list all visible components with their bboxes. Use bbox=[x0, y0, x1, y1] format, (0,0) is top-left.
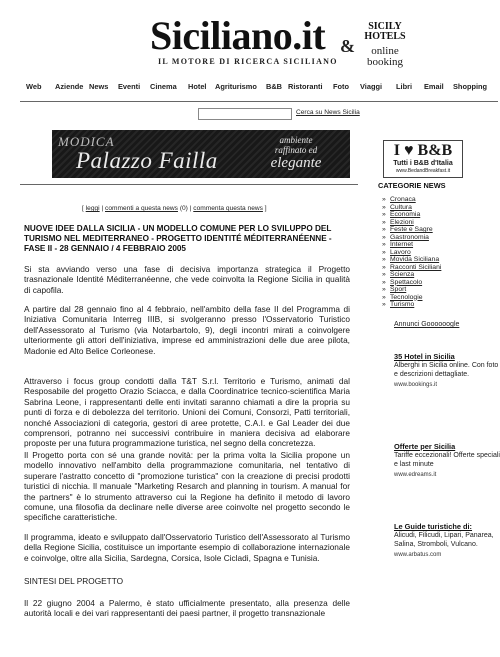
article-title: NUOVE IDEE DALLA SICILIA - UN MODELLO COMUNE PER LO SVILUPPO DEL TURISMO NEL MEDITERRANEO - PROGETTO IDENTITÉ MÉDITERRANÉENNE - FASE II - 28 GENNAIO / 4 FEBBRAIO 2005 bbox=[24, 224, 332, 254]
bullet-icon: » bbox=[382, 211, 386, 218]
article-paragraph: Il 22 giugno 2004 a Palermo, è stato ufficialmente presentato, alla presenza delle autorità locali e dei vari rappresentanti dei paesi partner, il progetto transnazionale bbox=[24, 598, 350, 619]
site-logo[interactable]: Siciliano.it bbox=[150, 13, 326, 58]
category-label: Tecnologie bbox=[390, 293, 423, 301]
category-label: Sport bbox=[390, 286, 407, 293]
nav-item-foto[interactable]: Foto bbox=[333, 82, 350, 91]
comments-link[interactable]: commenti a questa news bbox=[105, 205, 178, 212]
banner-slogan-line: elegante bbox=[270, 155, 322, 171]
i-love-bb-banner[interactable] bbox=[383, 140, 463, 178]
bullet-icon: » bbox=[382, 233, 386, 241]
categories-title: CATEGORIE NEWS bbox=[378, 181, 446, 190]
sicily-hotels-logo-line: SICILY bbox=[368, 21, 402, 32]
nav-item-eventi[interactable]: Eventi bbox=[118, 82, 141, 91]
category-label: Gastronomia bbox=[390, 233, 429, 241]
category-label: Internet bbox=[390, 241, 414, 248]
nav-item-bb[interactable]: B&B bbox=[266, 82, 283, 91]
ad-text: Alicudi, Filicudi, Lipari, Panarea, Salina, Stromboli, Vulcano. bbox=[394, 532, 494, 548]
category-label: Cronaca bbox=[390, 196, 416, 203]
comment-action-link[interactable]: commenta questa news bbox=[193, 205, 263, 212]
ad-url[interactable]: www.bookings.it bbox=[394, 382, 438, 388]
category-label: Spettacolo bbox=[390, 278, 423, 286]
ad-title[interactable]: Le Guide turistiche di: bbox=[394, 522, 473, 531]
ad-text: Alberghi in Sicilia online. Con foto e descrizioni dettagliate. bbox=[394, 362, 499, 378]
comments-count: (0) bbox=[179, 205, 188, 212]
online-booking-text: online bbox=[371, 45, 399, 57]
ad-block[interactable] bbox=[394, 522, 500, 559]
article-paragraph: Il Progetto porta con sé una grande novità: per la prima volta la Sicilia propone un modello innovativo nell'ambito della programmazione comunitaria, nel tentativo di superare l'astratto concetto di "promozione turistica" con la creazione di precisi prodotti turistici di nicchia. Il manuale "Marketing Resarch and planning in tourism. A manual for the partners" è lo strumento attraverso cui la Regione ha definito il metodo di lavoro comune, una filosofia da declinare nelle diverse aree coinvolte nel progetto secondo le specifiche caratteristiche. bbox=[24, 450, 350, 523]
ad-block[interactable] bbox=[394, 442, 500, 479]
news-search-input[interactable] bbox=[198, 108, 292, 120]
nav-item-aziende[interactable]: Aziende bbox=[55, 82, 84, 91]
ad-url[interactable]: www.edreams.it bbox=[394, 472, 437, 478]
banner-palazzo-text: Palazzo Failla bbox=[76, 148, 218, 173]
category-label: Elezioni bbox=[390, 218, 414, 226]
nav-item-hotel[interactable]: Hotel bbox=[188, 82, 207, 91]
category-item[interactable] bbox=[382, 241, 494, 249]
category-item[interactable] bbox=[382, 279, 494, 287]
nav-item-news[interactable]: News bbox=[89, 82, 109, 91]
header-divider bbox=[20, 101, 498, 102]
bullet-icon: » bbox=[382, 293, 386, 301]
bullet-icon: » bbox=[382, 203, 386, 211]
online-booking-text: booking bbox=[366, 56, 404, 68]
nav-item-ristoranti[interactable]: Ristoranti bbox=[288, 82, 323, 91]
article-paragraph: Attraverso i focus group condotti dalla T&T S.r.l. Territorio e Turismo, animati dal Resposabile del progetto Orazio Sciacca, e dalla Coordinatrice tecnico-scientifica Maria Sabrina Leone, i rappresentanti delle enti invitati saranno chiamati a dire la propria su punti di forza e di debolezza del territorio. Unioni dei Comuni, Consorzi, Patti territoriali, nonché Associazioni di categoria, gestori di aree protette, C.A.I. e Gal Leader dei due comprensori, potranno nei successivi contribuire in maniera decisiva ad elaborare proposte per una futura programmazione turistica, nel segno della concretezza. bbox=[24, 376, 350, 449]
article-paragraph: Il programma, ideato e sviluppato dall'Osservatorio Turistico dell'Assessorato al Turismo della Regione Sicilia, costituisce un importante esempio di collaborazione internazionale e coinvolge, oltre alla Sicilia, Sardegna, Corsica, Isole Cicladi, Spagna e Tunisia. bbox=[24, 532, 350, 563]
site-header bbox=[0, 0, 500, 82]
ad-title[interactable]: 35 Hotel in Sicilia bbox=[394, 352, 455, 361]
category-item[interactable] bbox=[382, 256, 494, 264]
ad-block[interactable] bbox=[394, 352, 500, 389]
banner-slogan bbox=[248, 136, 344, 171]
content-top-divider bbox=[20, 184, 358, 185]
site-tagline: IL MOTORE DI RICERCA SICILIANO bbox=[158, 57, 338, 66]
category-item[interactable] bbox=[382, 196, 494, 204]
category-label: Racconti Siciliani bbox=[390, 263, 442, 271]
bullet-icon: » bbox=[382, 301, 386, 308]
nav-item-cinema[interactable]: Cinema bbox=[150, 82, 177, 91]
links-separator: | bbox=[101, 205, 104, 212]
links-bracket-close: ] bbox=[264, 205, 267, 212]
category-item[interactable] bbox=[382, 294, 494, 302]
bullet-icon: » bbox=[382, 256, 386, 263]
category-label: Movida Siciliana bbox=[390, 256, 440, 263]
category-label: Lavoro bbox=[390, 248, 411, 256]
ads-label-block bbox=[394, 320, 500, 329]
category-label: Turismo bbox=[390, 301, 415, 308]
bullet-icon: » bbox=[382, 278, 386, 286]
bullet-icon: » bbox=[382, 248, 386, 256]
i-love-bb-subtitle: Tutti i B&B d'Italia bbox=[393, 160, 453, 167]
read-link[interactable]: leggi bbox=[85, 205, 100, 212]
category-item[interactable] bbox=[382, 249, 494, 257]
category-item[interactable] bbox=[382, 226, 494, 234]
sicily-hotels-logo-line: HOTELS bbox=[364, 31, 406, 42]
article-links-bar bbox=[82, 205, 312, 215]
category-item[interactable] bbox=[382, 211, 494, 219]
category-item[interactable] bbox=[382, 264, 494, 272]
banner-slogan-line: ambiente bbox=[279, 135, 313, 145]
i-love-bb-logo: I ♥ B&B bbox=[393, 142, 453, 159]
google-ads-label[interactable]: Annunci Goooooogle bbox=[394, 321, 460, 328]
bullet-icon: » bbox=[382, 263, 386, 271]
category-label: Economia bbox=[390, 211, 421, 218]
article-paragraph: A partire dal 28 gennaio fino al 4 febbraio, nell'ambito della fase II del Programma di Iniziativa Comunitaria Interreg IIIB, si svolgeranno presso l'Osservatorio Turistico dell'Assessorato al Turismo (via Notarbartolo, 9), degli incontri mirati a coinvolgere ulteriormente gli attori dell'iniziativa, imprese ed amministrazioni delle due aree pilota, Madonie ed Alto Belice Corleonese. bbox=[24, 304, 350, 356]
nav-item-viaggi[interactable]: Viaggi bbox=[360, 82, 383, 91]
nav-item-agriturismo[interactable]: Agriturismo bbox=[215, 82, 257, 91]
bullet-icon: » bbox=[382, 196, 386, 203]
category-item[interactable] bbox=[382, 234, 494, 242]
i-love-bb-url: www.BedandBreakfast.it bbox=[395, 168, 451, 174]
category-item[interactable] bbox=[382, 286, 494, 294]
main-nav bbox=[26, 82, 496, 94]
category-label: Scienza bbox=[390, 271, 415, 278]
article-section-heading: SINTESI DEL PROGETTO bbox=[24, 576, 124, 586]
nav-item-email[interactable]: Email bbox=[424, 82, 444, 91]
category-item[interactable] bbox=[382, 204, 494, 212]
palazzo-failla-banner[interactable] bbox=[52, 130, 350, 178]
nav-item-web[interactable]: Web bbox=[26, 82, 42, 91]
logo-ampersand: & bbox=[340, 36, 355, 56]
bullet-icon: » bbox=[382, 286, 386, 293]
search-news-link[interactable]: Cerca su News Sicilia bbox=[296, 109, 360, 116]
ad-text: Tariffe eccezionali! Offerte speciali e last minute bbox=[394, 452, 500, 468]
ad-url[interactable]: www.arbatus.com bbox=[394, 552, 442, 558]
links-bracket-open: [ bbox=[82, 205, 84, 212]
bullet-icon: » bbox=[382, 271, 386, 278]
categories-list bbox=[382, 196, 494, 309]
category-label: Cultura bbox=[390, 203, 412, 211]
nav-item-libri[interactable]: Libri bbox=[396, 82, 413, 91]
bullet-icon: » bbox=[382, 226, 386, 233]
category-item[interactable] bbox=[382, 271, 494, 279]
category-label: Feste e Sagre bbox=[390, 226, 433, 233]
sicily-hotels-logo[interactable] bbox=[360, 22, 410, 88]
article-paragraph: Si sta avviando verso una fase di decisiva importanza strategica il Progetto trasnazionale Identité Méditerranéenne, che vede coinvolta la Regione Sicilia in qualità di capofila. bbox=[24, 264, 350, 295]
nav-item-shopping[interactable]: Shopping bbox=[453, 82, 488, 91]
category-item[interactable] bbox=[382, 301, 494, 309]
category-item[interactable] bbox=[382, 219, 494, 227]
banner-slogan-line: raffinato ed bbox=[274, 145, 318, 155]
ad-title[interactable]: Offerte per Sicilia bbox=[394, 442, 456, 451]
bullet-icon: » bbox=[382, 218, 386, 226]
banner-modica-text: MODICA bbox=[58, 134, 115, 149]
bullet-icon: » bbox=[382, 241, 386, 248]
links-separator: | bbox=[189, 205, 192, 212]
